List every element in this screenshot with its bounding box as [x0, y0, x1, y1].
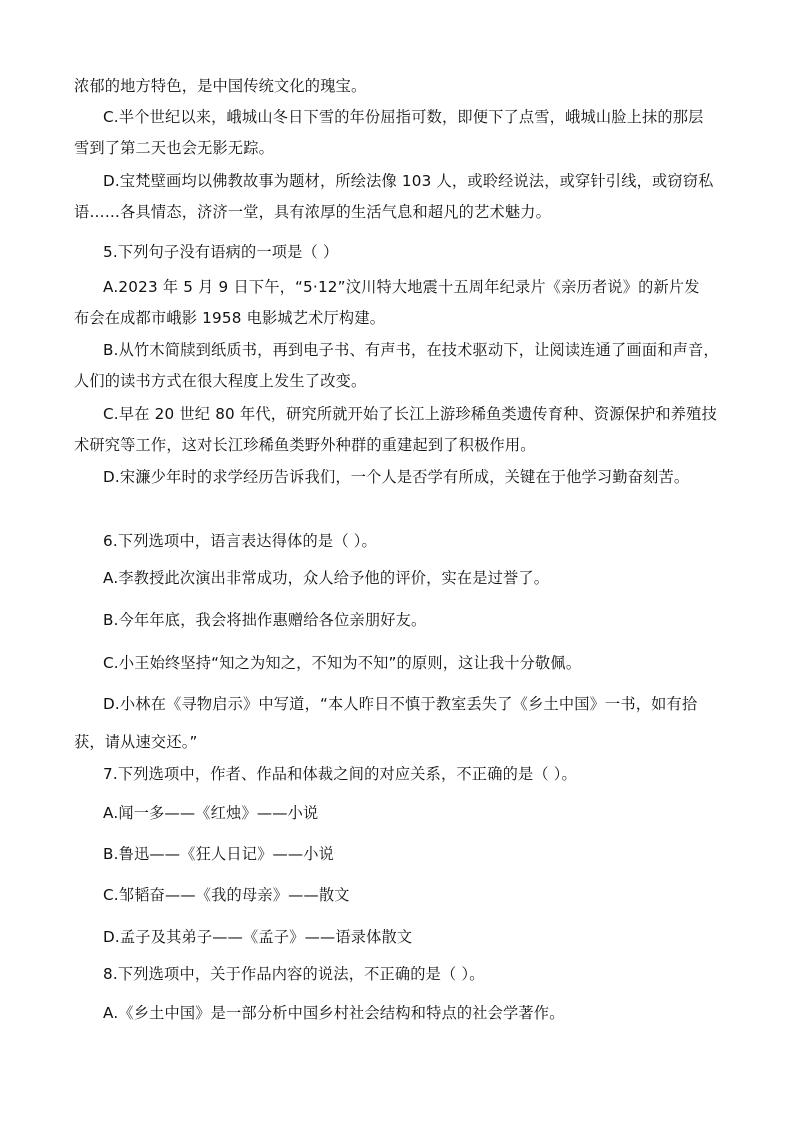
- text-line: 人们的读书方式在很大程度上发生了改变。: [74, 372, 367, 390]
- q6-option-c: C.小王始终坚持“知之为知之，不知为不知”的原则，这让我十分敬佩。: [103, 654, 582, 672]
- text-line: 术研究等工作，这对长江珍稀鱼类野外种群的重建起到了积极作用。: [74, 436, 536, 454]
- question-8: 8.下列选项中，关于作品内容的说法，不正确的是（ ）。: [103, 965, 485, 983]
- question-5: 5.下列句子没有语病的一项是（ ）: [103, 243, 339, 261]
- option-c-line: C.半个世纪以来，峨城山冬日下雪的年份屈指可数，即便下了点雪，峨城山脸上抹的那层: [103, 108, 704, 126]
- q7-option-b: B.鲁迅——《狂人日记》——小说: [103, 845, 335, 863]
- q8-option-a: A.《乡土中国》是一部分析中国乡村社会结构和特点的社会学著作。: [103, 1004, 565, 1022]
- q7-option-d: D.孟子及其弟子——《孟子》——语录体散文: [103, 928, 413, 946]
- text-line: 雪到了第二天也会无影无踪。: [74, 139, 275, 157]
- q5-option-c: C.早在 20 世纪 80 年代，研究所就开始了长江上游珍稀鱼类遗传育种、资源保护和养殖技: [103, 405, 717, 423]
- q6-option-a: A.李教授此次演出非常成功，众人给予他的评价，实在是过誉了。: [103, 569, 550, 587]
- question-7: 7.下列选项中，作者、作品和体裁之间的对应关系，不正确的是（ ）。: [103, 765, 577, 783]
- text-line: 语……各具情态，济济一堂，具有浓厚的生活气息和超凡的艺术魅力。: [74, 203, 552, 221]
- text-line: 布会在成都市峨影 1958 电影城艺术厅构建。: [74, 309, 386, 327]
- q5-option-b: B.从竹木简牍到纸质书，再到电子书、有声书，在技术驱动下，让阅读连通了画面和声音，: [103, 341, 719, 359]
- text-line: 浓郁的地方特色，是中国传统文化的瑰宝。: [74, 77, 367, 95]
- q6-option-b: B.今年年底，我会将拙作惠赠给各位亲朋好友。: [103, 611, 427, 629]
- question-6: 6.下列选项中，语言表达得体的是（ ）。: [103, 532, 377, 550]
- q6-option-d: D.小林在《寻物启示》中写道，“本人昨日不慎于教室丢失了《乡土中国》一书，如有拾: [103, 695, 698, 713]
- text-line: 获，请从速交还。”: [74, 733, 198, 751]
- q5-option-d: D.宋濂少年时的求学经历告诉我们，一个人是否学有所成，关键在于他学习勤奋刻苦。: [103, 468, 690, 486]
- option-d-line: D.宝梵壁画均以佛教故事为题材，所绘法像 103 人，或聆经说法，或穿针引线，或窃窃私: [103, 172, 714, 190]
- q5-option-a: A.2023 年 5 月 9 日下午，“5·12”汶川特大地震十五周年纪录片《亲历者说》的新片发: [103, 278, 700, 296]
- q7-option-a: A.闻一多——《红烛》——小说: [103, 804, 319, 822]
- q7-option-c: C.邹韬奋——《我的母亲》——散文: [103, 886, 350, 904]
